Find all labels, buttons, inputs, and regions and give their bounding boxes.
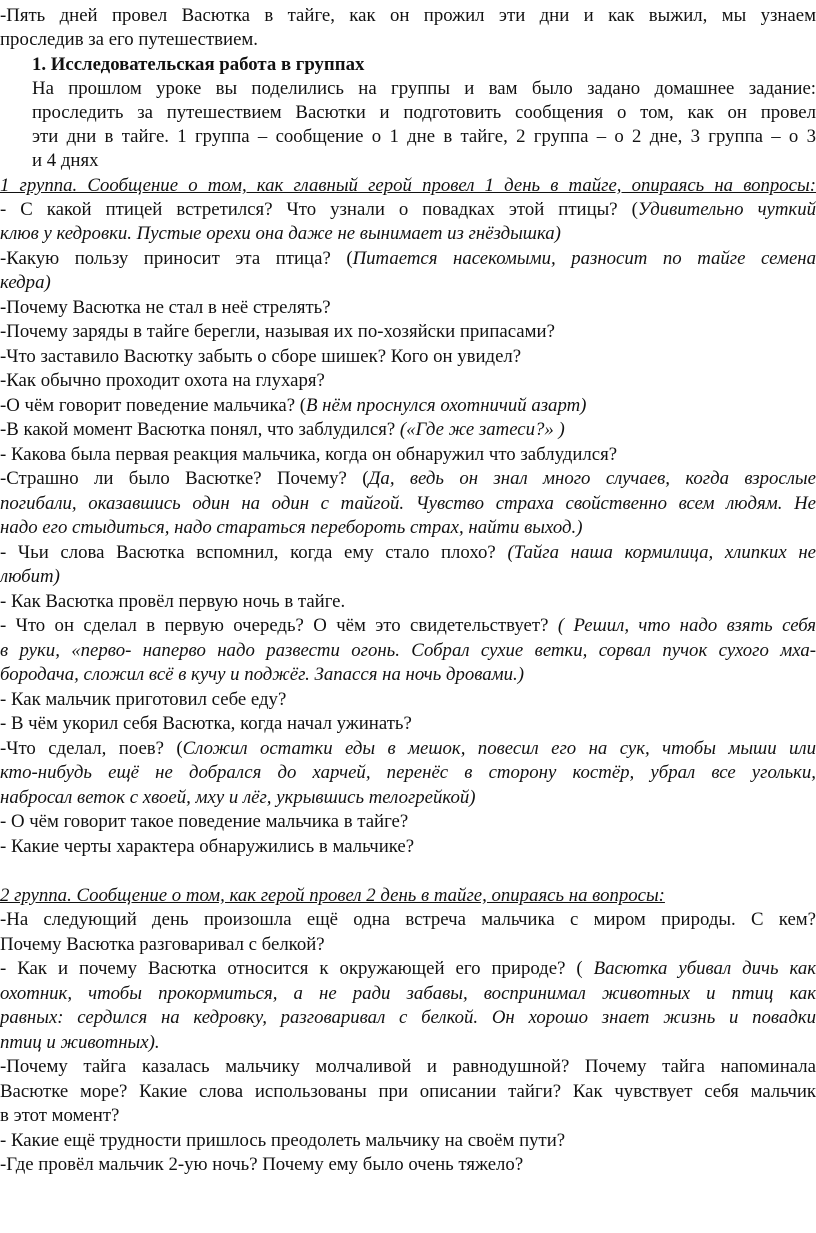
question-line: Васютке море? Какие слова использованы при описании тайги? Как чувствует себя мальчик	[0, 1081, 816, 1102]
answer-line: клюв у кедровки. Пустые орехи она даже не вынимает из гнёздышка)	[0, 223, 561, 244]
question-line: - В чём укорил себя Васютка, когда начал ужинать?	[0, 713, 412, 734]
question-line: -Почему заряды в тайге берегли, называя их по-хозяйски припасами?	[0, 321, 555, 342]
question-line: -Почему Васютка не стал в неё стрелять?	[0, 297, 331, 318]
question-line: -Страшно ли было Васютке? Почему? (Да, ведь он знал много случаев, когда взрослые	[0, 468, 816, 489]
question-line: -Как обычно проходит охота на глухаря?	[0, 370, 325, 391]
text-line: эти дни в тайге. 1 группа – сообщение о 1 дне в тайге, 2 группа – о 2 дне, 3 группа – о 3	[32, 126, 816, 147]
question-line: -Что сделал, поев? (Сложил остатки еды в мешок, повесил его на сук, чтобы мыши или	[0, 738, 816, 759]
answer-line: бородача, сложил всё в кучу и поджёг. Запасся на ночь дровами.)	[0, 664, 524, 685]
question-line: - Как мальчик приготовил себе еду?	[0, 689, 287, 710]
answer-line: набросал веток с хвоей, мху и лёг, укрывшись телогрейкой)	[0, 787, 476, 808]
question-line: в этот момент?	[0, 1105, 120, 1126]
answer-line: равных: сердился на кедровку, разговаривал с белкой. Он хорошо знает жизнь и повадки	[0, 1007, 816, 1028]
question-line: -Где провёл мальчик 2-ую ночь? Почему ему было очень тяжело?	[0, 1154, 524, 1175]
answer-line: погибали, оказавшись один на один с тайгой. Чувство страха свойственно всем людям. Не	[0, 493, 816, 514]
question-line: -На следующий день произошла ещё одна встреча мальчика с миром природы. С кем?	[0, 909, 816, 930]
group-heading: 2 группа. Сообщение о том, как герой провел 2 день в тайге, опираясь на вопросы:	[0, 885, 665, 906]
question-line: - Что он сделал в первую очередь? О чём это свидетельствует? ( Решил, что надо взять себя	[0, 615, 816, 636]
question-line: -Какую пользу приносит эта птица? (Питается насекомыми, разносит по тайге семена	[0, 248, 816, 269]
question-line: -В какой момент Васютка понял, что заблудился? («Где же затеси?» )	[0, 419, 565, 440]
answer-line: надо его стыдиться, надо стараться перебороть страх, найти выход.)	[0, 517, 583, 538]
question-line: - Какие черты характера обнаружились в мальчике?	[0, 836, 415, 857]
question-line: - С какой птицей встретился? Что узнали о повадках этой птицы? (Удивительно чуткий	[0, 199, 816, 220]
text-line: На прошлом уроке вы поделились на группы и вам было задано домашнее задание:	[32, 78, 816, 99]
question-line: - Какова была первая реакция мальчика, когда он обнаружил что заблудился?	[0, 444, 618, 465]
text-line: и 4 днях	[32, 150, 99, 171]
answer-line: любит)	[0, 566, 60, 587]
question-line: Почему Васютка разговаривал с белкой?	[0, 934, 325, 955]
question-line: -О чём говорит поведение мальчика? (В нём проснулся охотничий азарт)	[0, 395, 587, 416]
question-line: -Что заставило Васютку забыть о сборе шишек? Кого он увидел?	[0, 346, 522, 367]
question-line: - О чём говорит такое поведение мальчика в тайге?	[0, 811, 409, 832]
question-line: - Как и почему Васютка относится к окружающей его природе? ( Васютка убивал дичь как	[0, 958, 816, 979]
answer-line: охотник, чтобы прокормиться, а не ради забавы, воспринимал животных и птиц как	[0, 983, 816, 1004]
group-heading: 1 группа. Сообщение о том, как главный герой провел 1 день в тайге, опираясь на вопросы:	[0, 175, 816, 196]
question-line: - Какие ещё трудности пришлось преодолеть мальчику на своём пути?	[0, 1130, 566, 1151]
answer-line: кто-нибудь ещё не добрался до харчей, перенёс в сторону костёр, убрал все угольки,	[0, 762, 816, 783]
answer-line: птиц и животных).	[0, 1032, 160, 1053]
section-heading: 1. Исследовательская работа в группах	[32, 54, 365, 75]
question-line: - Чьи слова Васютка вспомнил, когда ему стало плохо? (Тайга наша кормилица, хлипких не	[0, 542, 816, 563]
text-line: проследить за путешествием Васютки и подготовить сообщения о том, как он провел	[32, 102, 816, 123]
answer-line: кедра)	[0, 272, 51, 293]
answer-line: в руки, «перво- наперво надо развести огонь. Собрал сухие ветки, сорвал пучок сухого мха-	[0, 640, 816, 661]
question-line: - Как Васютка провёл первую ночь в тайге.	[0, 591, 346, 612]
question-line: -Почему тайга казалась мальчику молчаливой и равнодушной? Почему тайга напоминала	[0, 1056, 816, 1077]
text-line: -Пять дней провел Васютка в тайге, как он прожил эти дни и как выжил, мы узнаем	[0, 5, 816, 26]
text-line: проследив за его путешествием.	[0, 29, 259, 50]
